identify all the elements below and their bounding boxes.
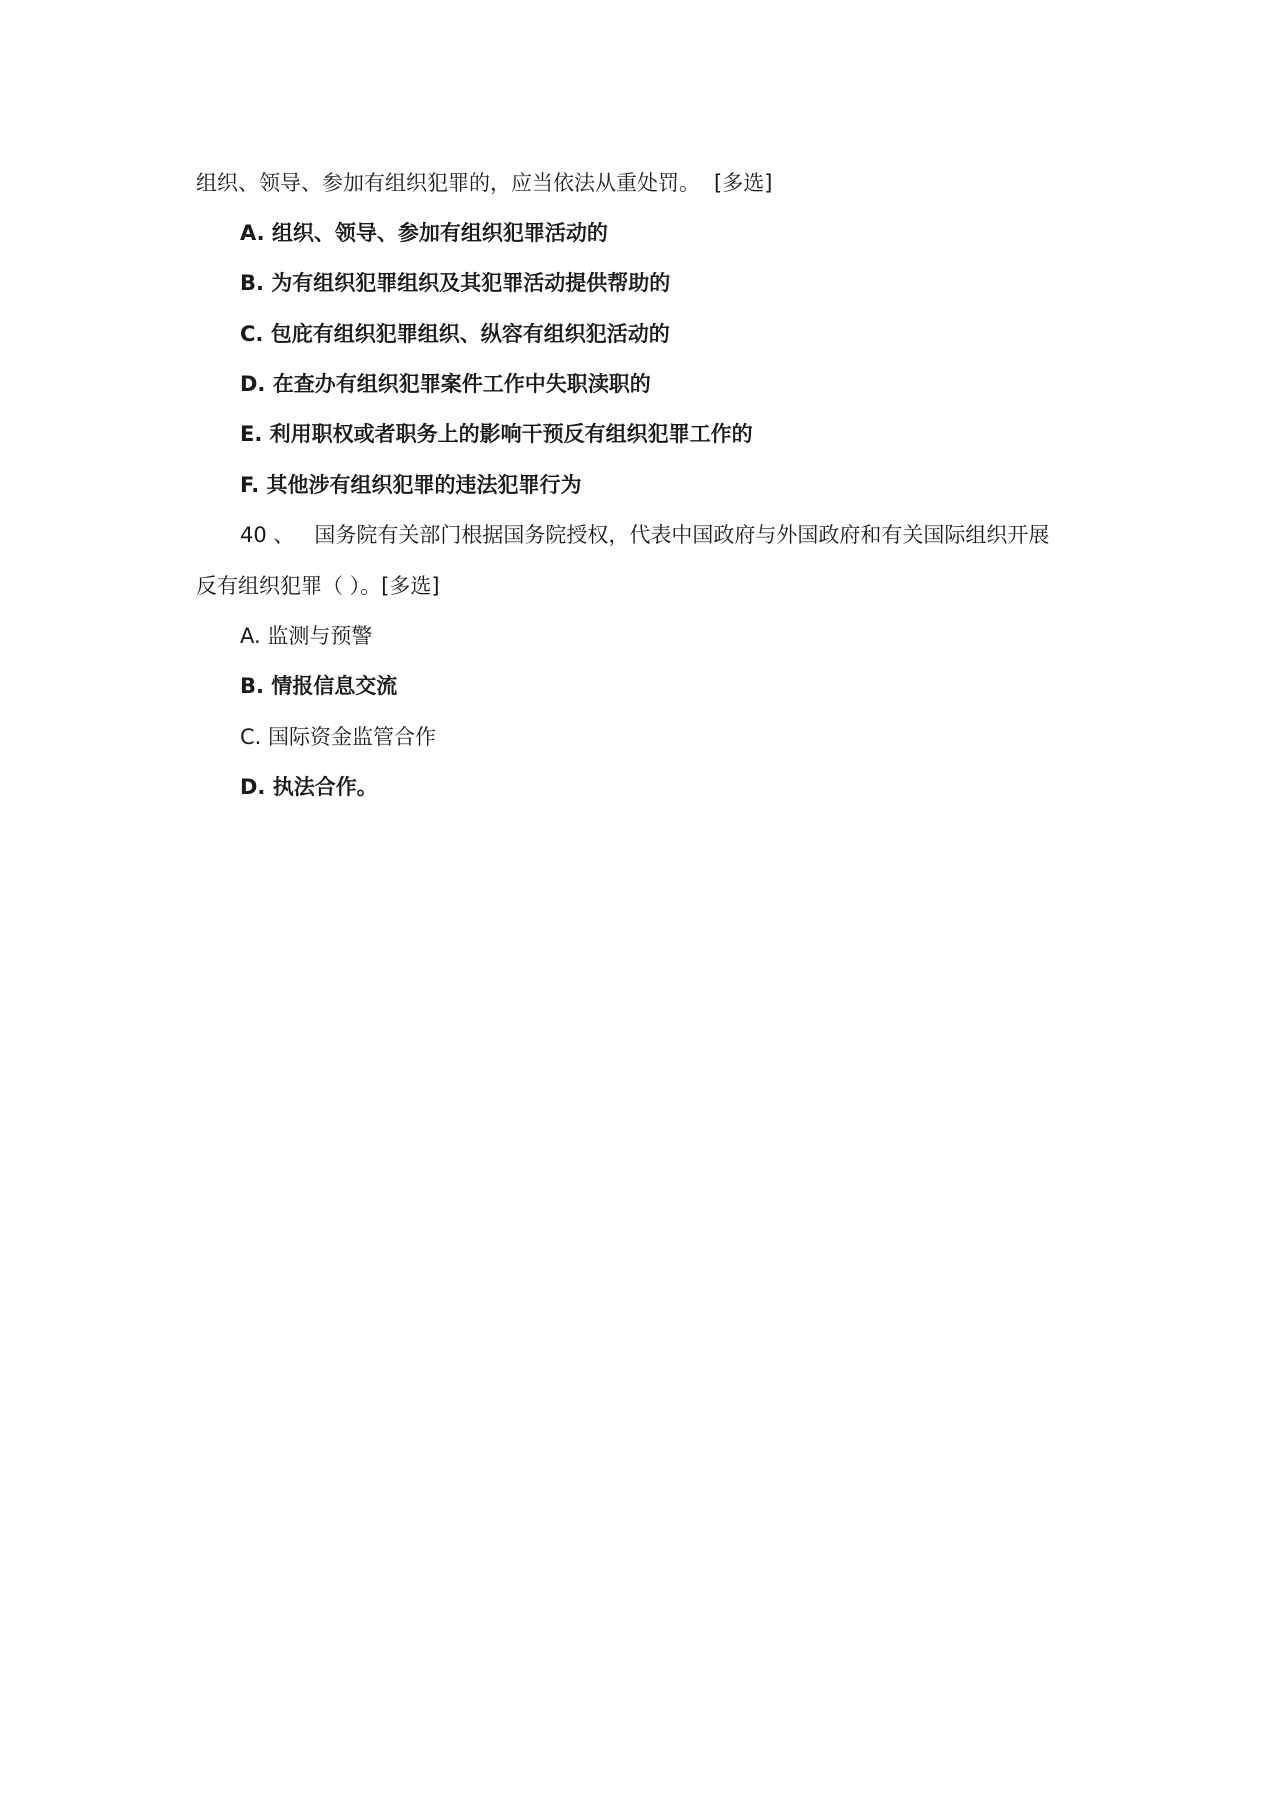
question-39-option-f: F. 其他涉有组织犯罪的违法犯罪行为 [240, 473, 582, 497]
question-39-type-tag: [多选] [714, 171, 773, 195]
question-40-option-d: D. 执法合作。 [240, 775, 378, 799]
question-39-text: 组织、领导、参加有组织犯罪的，应当依法从重处罚。 [196, 171, 700, 195]
question-39-option-b: B. 为有组织犯罪组织及其犯罪活动提供帮助的 [240, 271, 671, 295]
question-40-option-a: A. 监测与预警 [240, 624, 373, 648]
question-39-option-c: C. 包庇有组织犯罪组织、纵容有组织犯活动的 [240, 322, 670, 346]
question-40-number: 40 、 [240, 523, 295, 547]
question-40-text-line-1: 国务院有关部门根据国务院授权，代表中国政府与外国政府和有关国际组织开展 [314, 523, 1050, 547]
question-40-option-c: C. 国际资金监管合作 [240, 725, 437, 749]
question-40-line-1 [240, 520, 1049, 550]
question-39-option-d: D. 在查办有组织犯罪案件工作中失职渎职的 [240, 372, 651, 396]
question-39-option-e: E. 利用职权或者职务上的影响干预反有组织犯罪工作的 [240, 422, 753, 446]
question-40-line-2: 反有组织犯罪（ ）。[多选] [196, 574, 440, 598]
question-39-option-a: A. 组织、领导、参加有组织犯罪活动的 [240, 221, 608, 245]
question-40-option-b: B. 情报信息交流 [240, 674, 398, 698]
question-39-tail [196, 168, 772, 198]
